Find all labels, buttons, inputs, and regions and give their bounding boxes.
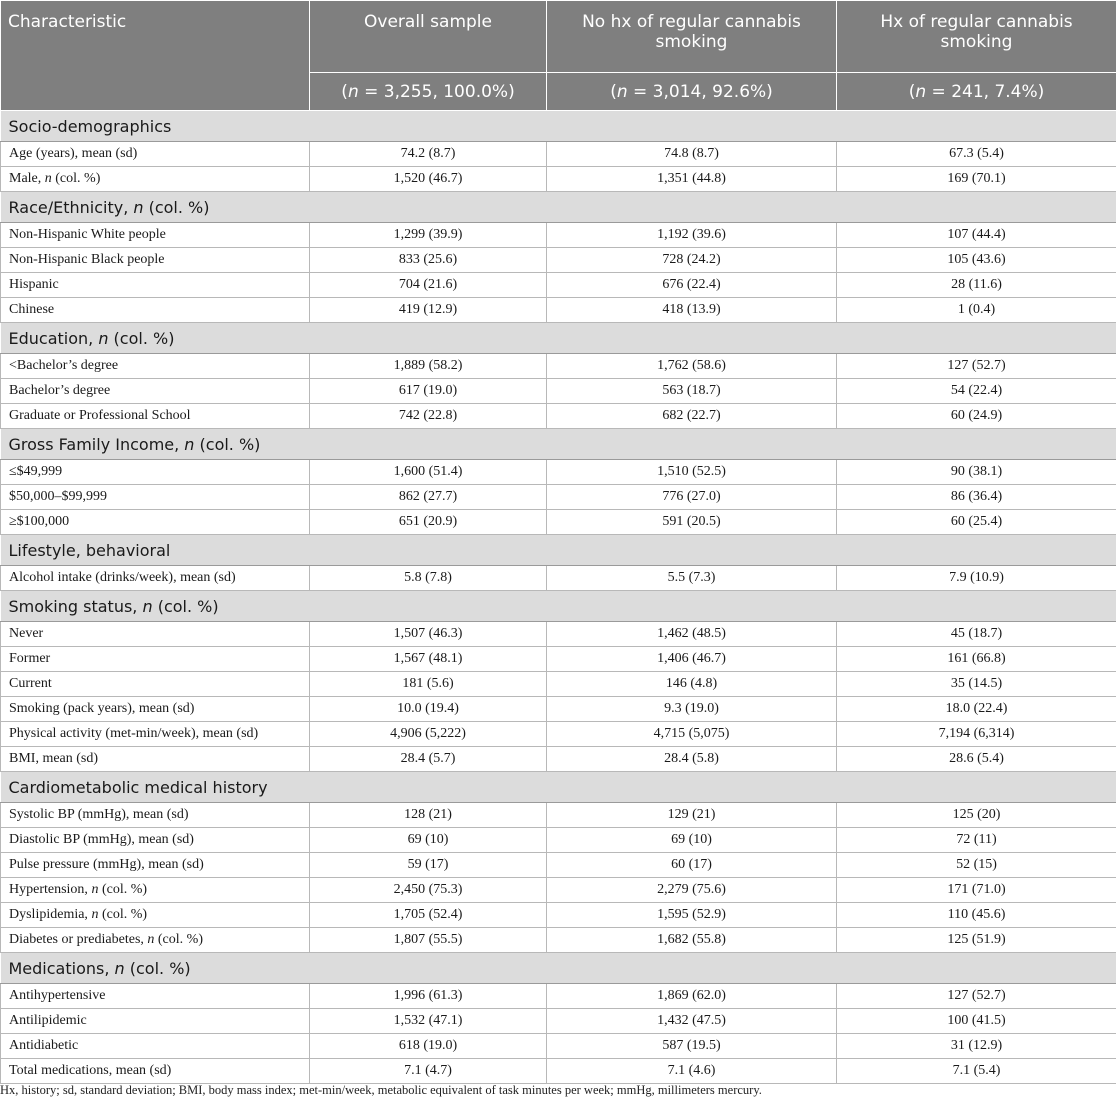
row-label: Systolic BP (mmHg), mean (sd) [1, 803, 310, 828]
table-row [1, 404, 1116, 429]
cell-no-hx: 2,279 (75.6) [547, 878, 837, 903]
cell-overall: 1,507 (46.3) [310, 622, 547, 647]
section-title: Education, n (col. %) [1, 323, 1116, 354]
row-label: Smoking (pack years), mean (sd) [1, 697, 310, 722]
cell-overall: 1,567 (48.1) [310, 647, 547, 672]
table-row [1, 672, 1116, 697]
row-label: Current [1, 672, 310, 697]
section-title: Medications, n (col. %) [1, 953, 1116, 984]
table-footnote: Hx, history; sd, standard deviation; BMI, body mass index; met-min/week, metabolic equivalent of task minutes per week; mmHg, millimeters mercury. [0, 1083, 762, 1097]
cell-overall: 74.2 (8.7) [310, 142, 547, 167]
row-label: Antihypertensive [1, 984, 310, 1009]
cell-hx: 60 (24.9) [837, 404, 1116, 429]
cell-hx: 28.6 (5.4) [837, 747, 1116, 772]
cell-no-hx: 129 (21) [547, 803, 837, 828]
cell-overall: 59 (17) [310, 853, 547, 878]
cell-hx: 125 (51.9) [837, 928, 1116, 953]
cell-no-hx: 5.5 (7.3) [547, 566, 837, 591]
cell-hx: 60 (25.4) [837, 510, 1116, 535]
cell-no-hx: 9.3 (19.0) [547, 697, 837, 722]
n-symbol: n [616, 81, 628, 102]
table-row [1, 248, 1116, 273]
cell-hx: 28 (11.6) [837, 273, 1116, 298]
cell-overall: 1,600 (51.4) [310, 460, 547, 485]
cell-overall: 833 (25.6) [310, 248, 547, 273]
section-header-row [1, 953, 1116, 984]
section-title: Race/Ethnicity, n (col. %) [1, 192, 1116, 223]
header-hx-n [837, 73, 1116, 111]
cell-no-hx: 1,595 (52.9) [547, 903, 837, 928]
table-row [1, 1009, 1116, 1034]
cell-overall: 28.4 (5.7) [310, 747, 547, 772]
cell-no-hx: 591 (20.5) [547, 510, 837, 535]
cell-hx: 161 (66.8) [837, 647, 1116, 672]
header-no-hx-n [547, 73, 837, 111]
cell-no-hx: 28.4 (5.8) [547, 747, 837, 772]
cell-no-hx: 1,351 (44.8) [547, 167, 837, 192]
cell-overall: 1,807 (55.5) [310, 928, 547, 953]
cell-overall: 704 (21.6) [310, 273, 547, 298]
row-label: <Bachelor’s degree [1, 354, 310, 379]
row-label: Dyslipidemia, n (col. %) [1, 903, 310, 928]
row-label: Hypertension, n (col. %) [1, 878, 310, 903]
cell-overall: 617 (19.0) [310, 379, 547, 404]
cell-hx: 105 (43.6) [837, 248, 1116, 273]
header-overall-sample: Overall sample [310, 1, 547, 73]
row-label: BMI, mean (sd) [1, 747, 310, 772]
table-body [1, 111, 1116, 1084]
cell-hx: 90 (38.1) [837, 460, 1116, 485]
n-text: = 3,255, 100.0%) [358, 81, 515, 102]
n-prefix: ( [341, 81, 348, 102]
table-row [1, 828, 1116, 853]
n-symbol: n [915, 81, 927, 102]
n-text: = 241, 7.4%) [926, 81, 1045, 102]
row-label: Diastolic BP (mmHg), mean (sd) [1, 828, 310, 853]
table-row [1, 928, 1116, 953]
table-row [1, 1059, 1116, 1084]
section-title: Lifestyle, behavioral [1, 535, 1116, 566]
table-row [1, 747, 1116, 772]
header-hx: Hx of regular cannabis smoking [837, 1, 1116, 73]
cell-overall: 1,532 (47.1) [310, 1009, 547, 1034]
cell-hx: 169 (70.1) [837, 167, 1116, 192]
row-label: Never [1, 622, 310, 647]
table-row [1, 298, 1116, 323]
cell-no-hx: 74.8 (8.7) [547, 142, 837, 167]
row-label: ≤$49,999 [1, 460, 310, 485]
cell-overall: 69 (10) [310, 828, 547, 853]
cell-overall: 10.0 (19.4) [310, 697, 547, 722]
cell-no-hx: 1,869 (62.0) [547, 984, 837, 1009]
cell-no-hx: 60 (17) [547, 853, 837, 878]
cell-no-hx: 563 (18.7) [547, 379, 837, 404]
row-label: Antilipidemic [1, 1009, 310, 1034]
row-label: Chinese [1, 298, 310, 323]
cell-no-hx: 7.1 (4.6) [547, 1059, 837, 1084]
section-title: Smoking status, n (col. %) [1, 591, 1116, 622]
row-label: Antidiabetic [1, 1034, 310, 1059]
cell-hx: 52 (15) [837, 853, 1116, 878]
cell-no-hx: 676 (22.4) [547, 273, 837, 298]
row-label: Former [1, 647, 310, 672]
cell-no-hx: 682 (22.7) [547, 404, 837, 429]
header-overall-n [310, 73, 547, 111]
section-title: Socio-demographics [1, 111, 1116, 142]
section-header-row [1, 192, 1116, 223]
cell-overall: 862 (27.7) [310, 485, 547, 510]
cell-overall: 1,996 (61.3) [310, 984, 547, 1009]
table-row [1, 379, 1116, 404]
table-row [1, 647, 1116, 672]
cell-overall: 1,705 (52.4) [310, 903, 547, 928]
table-header [1, 1, 1116, 111]
cell-hx: 86 (36.4) [837, 485, 1116, 510]
row-label: $50,000–$99,999 [1, 485, 310, 510]
cell-hx: 67.3 (5.4) [837, 142, 1116, 167]
cell-overall: 419 (12.9) [310, 298, 547, 323]
table-row [1, 853, 1116, 878]
n-prefix: ( [610, 81, 617, 102]
cell-hx: 7.9 (10.9) [837, 566, 1116, 591]
cell-overall: 7.1 (4.7) [310, 1059, 547, 1084]
cell-no-hx: 776 (27.0) [547, 485, 837, 510]
section-title: Cardiometabolic medical history [1, 772, 1116, 803]
table-row [1, 984, 1116, 1009]
cell-no-hx: 4,715 (5,075) [547, 722, 837, 747]
row-label: Age (years), mean (sd) [1, 142, 310, 167]
table-row [1, 622, 1116, 647]
cell-no-hx: 1,762 (58.6) [547, 354, 837, 379]
table-row [1, 167, 1116, 192]
cell-no-hx: 1,192 (39.6) [547, 223, 837, 248]
table-row [1, 510, 1116, 535]
cell-no-hx: 1,510 (52.5) [547, 460, 837, 485]
cell-overall: 651 (20.9) [310, 510, 547, 535]
table-row [1, 697, 1116, 722]
cell-overall: 1,299 (39.9) [310, 223, 547, 248]
cell-no-hx: 587 (19.5) [547, 1034, 837, 1059]
cell-no-hx: 728 (24.2) [547, 248, 837, 273]
n-prefix: ( [908, 81, 916, 102]
section-header-row [1, 111, 1116, 142]
section-header-row [1, 429, 1116, 460]
cell-hx: 1 (0.4) [837, 298, 1116, 323]
row-label: Male, n (col. %) [1, 167, 310, 192]
cell-overall: 1,889 (58.2) [310, 354, 547, 379]
table-row [1, 878, 1116, 903]
cell-no-hx: 1,462 (48.5) [547, 622, 837, 647]
table-row [1, 485, 1116, 510]
cell-hx: 72 (11) [837, 828, 1116, 853]
table-row [1, 566, 1116, 591]
section-header-row [1, 591, 1116, 622]
row-label: Non-Hispanic Black people [1, 248, 310, 273]
cell-hx: 35 (14.5) [837, 672, 1116, 697]
cell-overall: 128 (21) [310, 803, 547, 828]
row-label: Non-Hispanic White people [1, 223, 310, 248]
cell-hx: 7,194 (6,314) [837, 722, 1116, 747]
row-label: Alcohol intake (drinks/week), mean (sd) [1, 566, 310, 591]
n-symbol: n [347, 81, 359, 102]
cell-hx: 45 (18.7) [837, 622, 1116, 647]
cell-no-hx: 1,406 (46.7) [547, 647, 837, 672]
table-row [1, 142, 1116, 167]
table-row [1, 273, 1116, 298]
cell-hx: 18.0 (22.4) [837, 697, 1116, 722]
n-text: = 3,014, 92.6%) [627, 81, 773, 102]
cell-overall: 4,906 (5,222) [310, 722, 547, 747]
table-row [1, 903, 1116, 928]
row-label: Pulse pressure (mmHg), mean (sd) [1, 853, 310, 878]
row-label: Total medications, mean (sd) [1, 1059, 310, 1084]
row-label: Graduate or Professional School [1, 404, 310, 429]
row-label: Bachelor’s degree [1, 379, 310, 404]
header-no-hx: No hx of regular cannabis smoking [547, 1, 837, 73]
header-characteristic: Characteristic [1, 1, 310, 111]
cell-hx: 110 (45.6) [837, 903, 1116, 928]
cell-overall: 2,450 (75.3) [310, 878, 547, 903]
cell-overall: 1,520 (46.7) [310, 167, 547, 192]
table-row [1, 223, 1116, 248]
cell-hx: 100 (41.5) [837, 1009, 1116, 1034]
section-header-row [1, 535, 1116, 566]
row-label: ≥$100,000 [1, 510, 310, 535]
table-row [1, 722, 1116, 747]
cell-hx: 125 (20) [837, 803, 1116, 828]
cell-no-hx: 146 (4.8) [547, 672, 837, 697]
row-label: Hispanic [1, 273, 310, 298]
table-row [1, 803, 1116, 828]
cell-no-hx: 1,432 (47.5) [547, 1009, 837, 1034]
cell-hx: 107 (44.4) [837, 223, 1116, 248]
cell-overall: 5.8 (7.8) [310, 566, 547, 591]
section-header-row [1, 772, 1116, 803]
cell-hx: 127 (52.7) [837, 354, 1116, 379]
table-row [1, 354, 1116, 379]
cell-no-hx: 418 (13.9) [547, 298, 837, 323]
cell-hx: 54 (22.4) [837, 379, 1116, 404]
cell-hx: 171 (71.0) [837, 878, 1116, 903]
row-label: Physical activity (met-min/week), mean (sd) [1, 722, 310, 747]
row-label: Diabetes or prediabetes, n (col. %) [1, 928, 310, 953]
section-header-row [1, 323, 1116, 354]
table-row [1, 1034, 1116, 1059]
cell-hx: 31 (12.9) [837, 1034, 1116, 1059]
cell-overall: 742 (22.8) [310, 404, 547, 429]
cell-overall: 618 (19.0) [310, 1034, 547, 1059]
section-title: Gross Family Income, n (col. %) [1, 429, 1116, 460]
cell-no-hx: 1,682 (55.8) [547, 928, 837, 953]
cell-hx: 127 (52.7) [837, 984, 1116, 1009]
cell-hx: 7.1 (5.4) [837, 1059, 1116, 1084]
cell-no-hx: 69 (10) [547, 828, 837, 853]
table-row [1, 460, 1116, 485]
cell-overall: 181 (5.6) [310, 672, 547, 697]
